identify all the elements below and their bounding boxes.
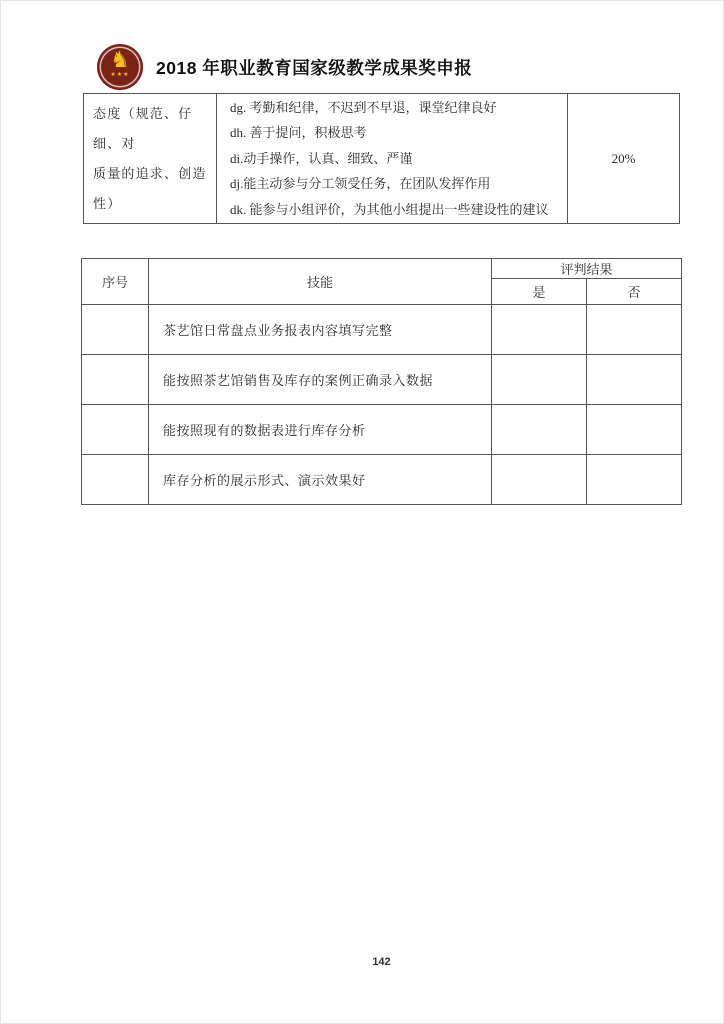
header-no: 否 [587, 279, 682, 305]
header-skill: 技能 [149, 259, 492, 305]
criteria-category-line1: 态度（规范、仔细、对 [93, 105, 193, 151]
skills-table [81, 258, 682, 505]
criteria-item: di.动手操作，认真、细致、严谨 [230, 150, 413, 166]
table-row [82, 355, 682, 405]
school-seal-logo [97, 44, 143, 90]
criteria-item: dk. 能参与小组评价，为其他小组提出一些建设性的建议 [230, 201, 549, 217]
criteria-items-cell [217, 94, 568, 223]
header-serial-number: 序号 [82, 259, 149, 305]
horse-icon: ♞ [110, 48, 130, 73]
table-row [82, 305, 682, 355]
table-row [82, 405, 682, 455]
table-row [82, 455, 682, 505]
row-no-cell [587, 305, 682, 355]
row-number [82, 305, 149, 355]
document-title: 2018 年职业教育国家级教学成果奖申报 [156, 58, 473, 78]
page-header [1, 1, 723, 93]
criteria-category-cell [84, 94, 217, 223]
stars-icon: ★★★ [110, 71, 130, 78]
header-evaluation-result: 评判结果 [492, 259, 682, 279]
row-number [82, 355, 149, 405]
row-skill: 茶艺馆日常盘点业务报表内容填写完整 [149, 305, 492, 355]
row-number [82, 455, 149, 505]
criteria-table [83, 93, 680, 224]
criteria-item: dj.能主动参与分工领受任务，在团队发挥作用 [230, 176, 491, 192]
row-skill: 库存分析的展示形式、演示效果好 [149, 455, 492, 505]
row-number [82, 405, 149, 455]
criteria-item: dg. 考勤和纪律，不迟到不早退，课堂纪律良好 [230, 99, 497, 115]
row-no-cell [587, 355, 682, 405]
row-no-cell [587, 405, 682, 455]
row-no-cell [587, 455, 682, 505]
row-yes-cell [492, 405, 587, 455]
skills-header-row [82, 259, 682, 279]
criteria-weight-cell: 20% [611, 150, 636, 166]
criteria-category-line2: 质量的追求、创造性） [93, 165, 207, 211]
row-yes-cell [492, 305, 587, 355]
row-yes-cell [492, 355, 587, 405]
row-yes-cell [492, 455, 587, 505]
criteria-item: dh. 善于提问，积极思考 [230, 125, 367, 141]
row-skill: 能按照现有的数据表进行库存分析 [149, 405, 492, 455]
row-skill: 能按照茶艺馆销售及库存的案例正确录入数据 [149, 355, 492, 405]
header-yes: 是 [492, 279, 587, 305]
page-number: 142 [372, 956, 391, 968]
